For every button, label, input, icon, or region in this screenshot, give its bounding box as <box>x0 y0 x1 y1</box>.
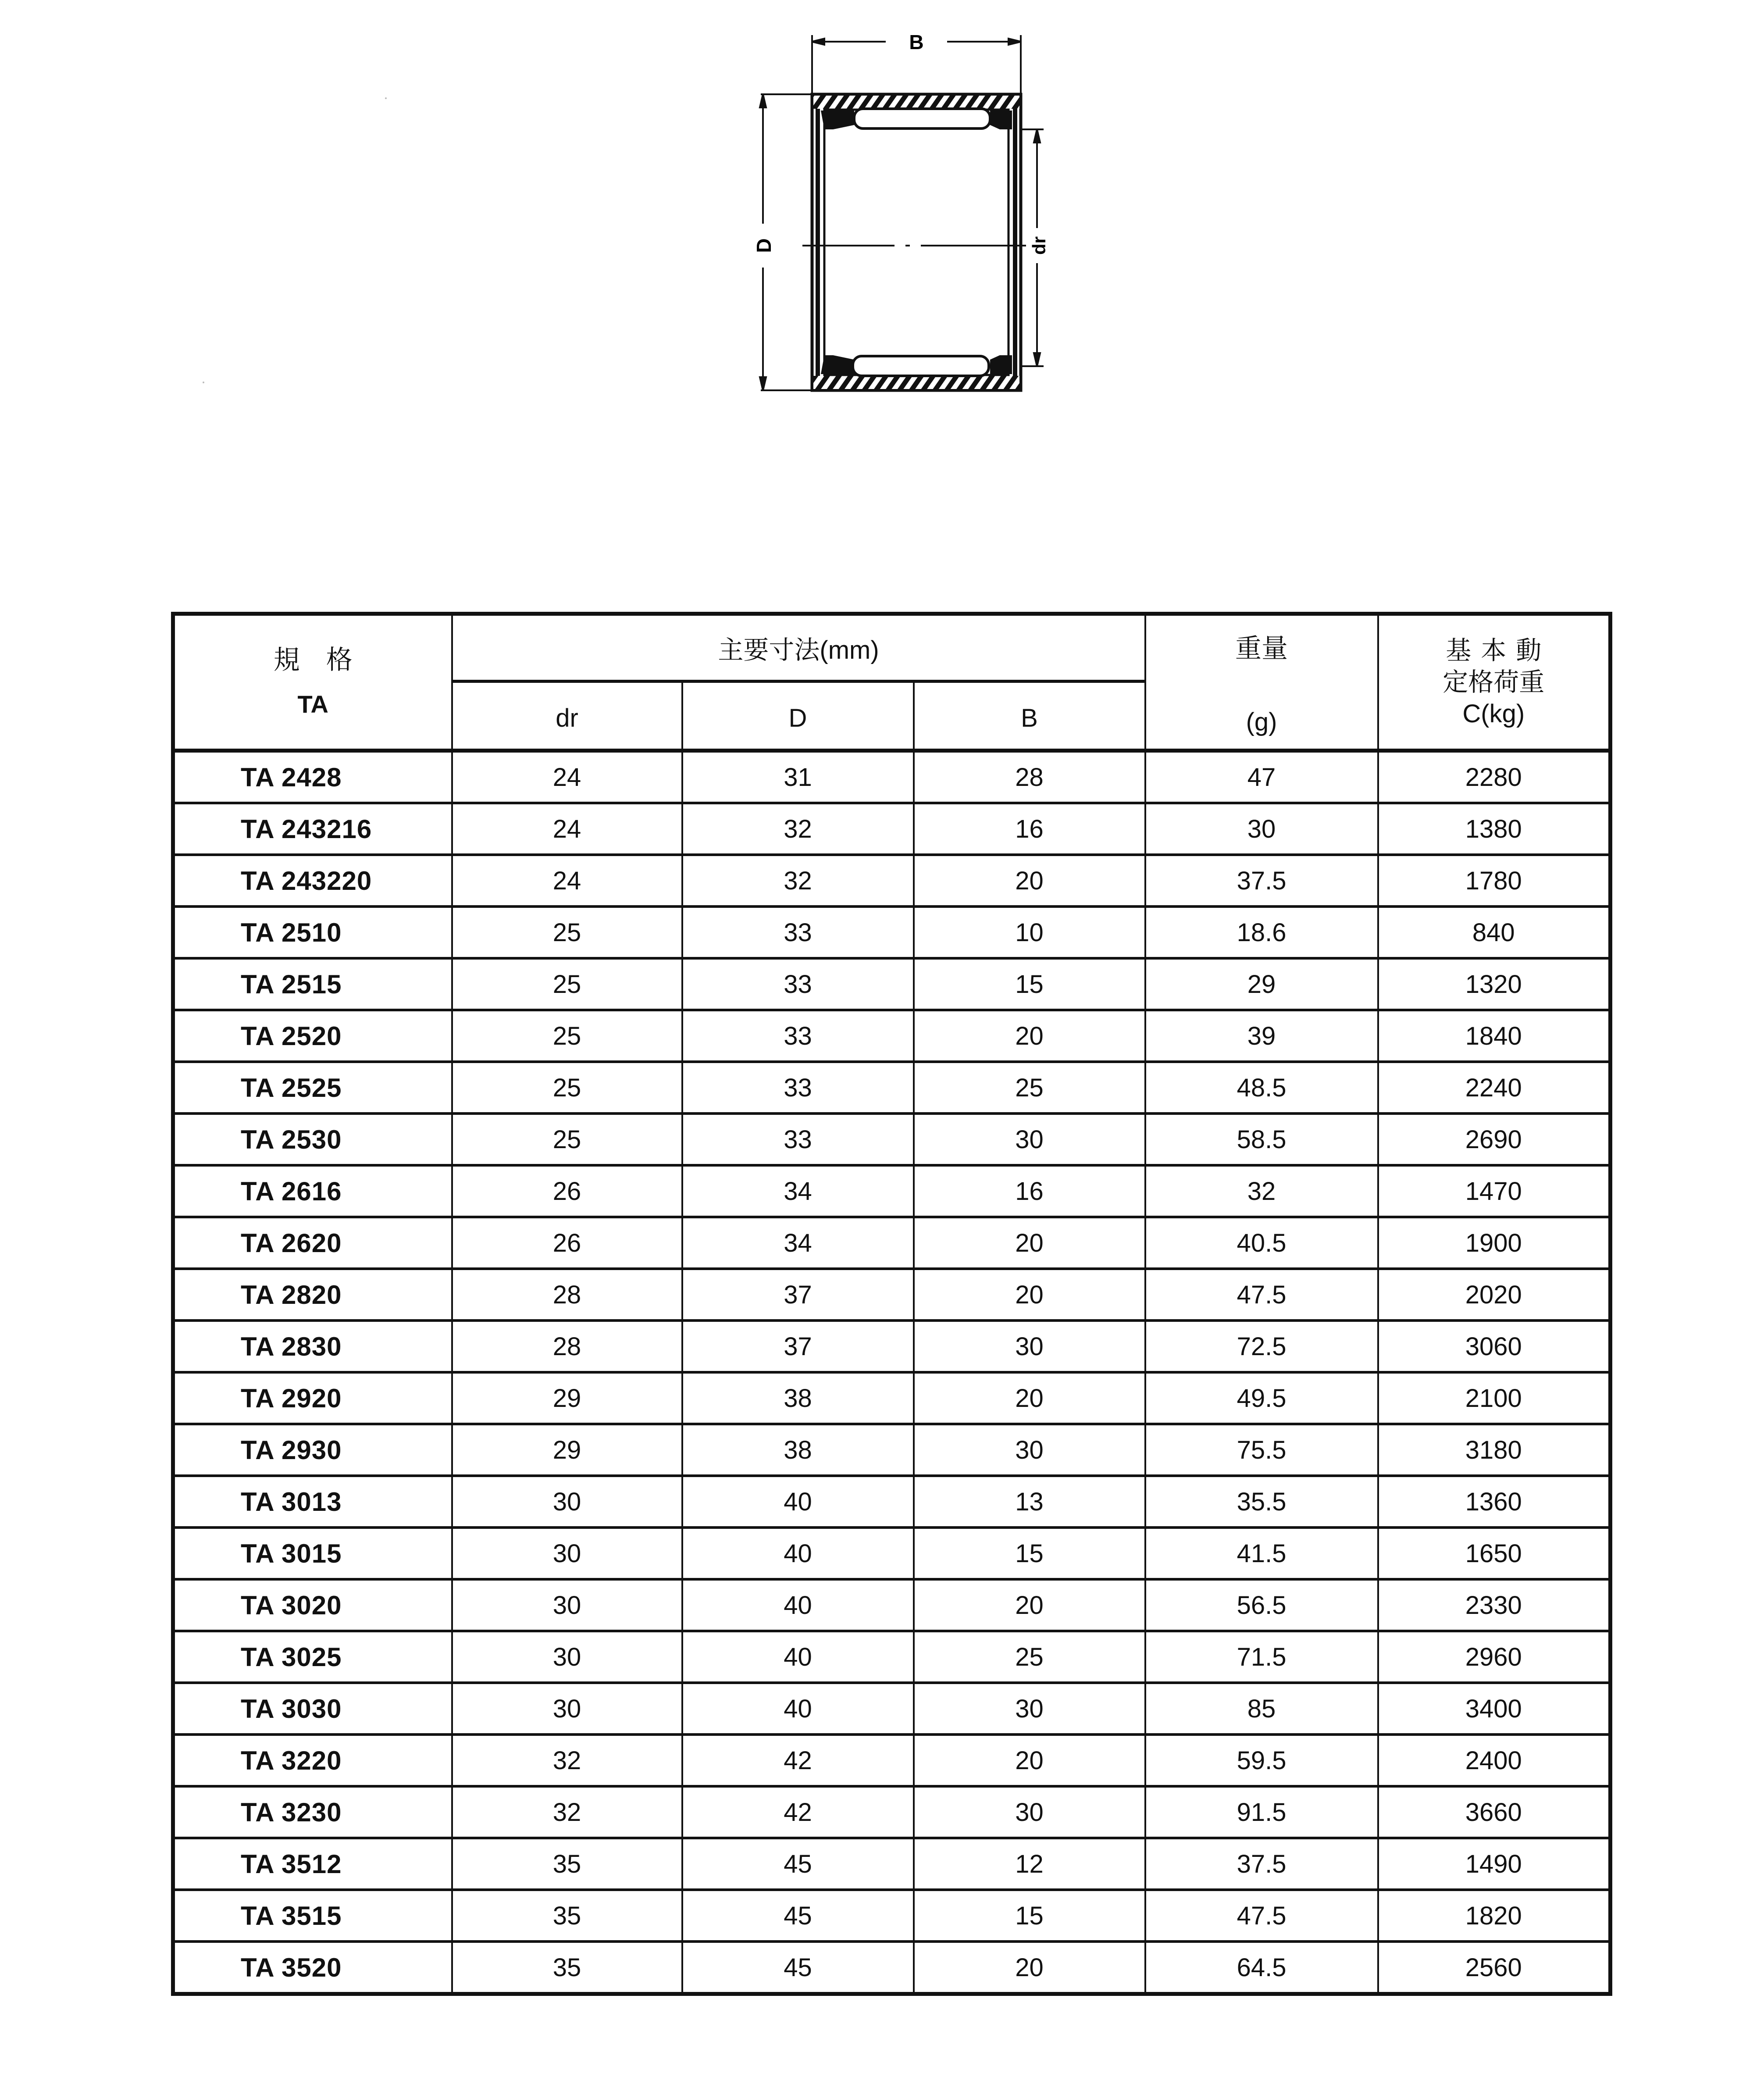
table-row <box>173 1579 1611 1631</box>
spec-label: 規格 <box>273 645 379 675</box>
weight-cell: 47.5 <box>1145 1890 1378 1942</box>
d-cell: 42 <box>682 1735 914 1786</box>
weight-cell: 30 <box>1145 803 1378 855</box>
table-row <box>173 907 1611 958</box>
load-rating-cell: 1360 <box>1378 1476 1611 1528</box>
weight-cell: 37.5 <box>1145 855 1378 907</box>
dr-cell: 24 <box>452 751 682 803</box>
dr-cell: 29 <box>452 1372 682 1424</box>
table-row <box>173 855 1611 907</box>
load-rating-cell: 2560 <box>1378 1942 1611 1994</box>
model-cell: TA 243216 <box>173 803 452 855</box>
weight-cell: 75.5 <box>1145 1424 1378 1476</box>
model-cell: TA 3220 <box>173 1735 452 1786</box>
table-row <box>173 1165 1611 1217</box>
outer-diameter-label: D <box>752 238 775 253</box>
d-cell: 33 <box>682 1062 914 1114</box>
load-label-line2: 定格荷重 <box>1443 667 1545 696</box>
dimensions-header: 主要寸法(mm) <box>452 614 1145 682</box>
b-cell: 20 <box>914 1579 1145 1631</box>
roller-diameter-label: dr <box>1029 236 1049 255</box>
table-row <box>173 1062 1611 1114</box>
weight-cell: 41.5 <box>1145 1528 1378 1579</box>
model-cell: TA 3013 <box>173 1476 452 1528</box>
needle-rollers <box>821 109 1012 376</box>
d-cell: 34 <box>682 1165 914 1217</box>
dr-cell: 30 <box>452 1476 682 1528</box>
b-cell: 20 <box>914 1372 1145 1424</box>
b-cell: 20 <box>914 1942 1145 1994</box>
dr-cell: 29 <box>452 1424 682 1476</box>
model-cell: TA 3030 <box>173 1683 452 1735</box>
b-cell: 20 <box>914 855 1145 907</box>
d-cell: 40 <box>682 1528 914 1579</box>
model-cell: TA 2515 <box>173 958 452 1010</box>
b-cell: 30 <box>914 1683 1145 1735</box>
dr-cell: 30 <box>452 1528 682 1579</box>
model-cell: TA 2525 <box>173 1062 452 1114</box>
b-cell: 16 <box>914 803 1145 855</box>
d-cell: 37 <box>682 1269 914 1321</box>
d-cell: 31 <box>682 751 914 803</box>
dr-cell: 35 <box>452 1942 682 1994</box>
model-cell: TA 2920 <box>173 1372 452 1424</box>
table-row <box>173 1942 1611 1994</box>
weight-cell: 59.5 <box>1145 1735 1378 1786</box>
d-cell: 33 <box>682 958 914 1010</box>
dr-cell: 25 <box>452 1062 682 1114</box>
dr-cell: 24 <box>452 855 682 907</box>
table-row <box>173 1528 1611 1579</box>
load-rating-cell: 2240 <box>1378 1062 1611 1114</box>
table-header <box>173 614 1611 751</box>
b-cell: 30 <box>914 1114 1145 1165</box>
d-cell: 45 <box>682 1890 914 1942</box>
load-rating-cell: 2330 <box>1378 1579 1611 1631</box>
load-rating-cell: 1380 <box>1378 803 1611 855</box>
model-cell: TA 2930 <box>173 1424 452 1476</box>
weight-cell: 47 <box>1145 751 1378 803</box>
weight-column-header <box>1145 614 1378 751</box>
load-rating-cell: 2020 <box>1378 1269 1611 1321</box>
load-rating-cell: 3060 <box>1378 1321 1611 1372</box>
dr-cell: 24 <box>452 803 682 855</box>
d-cell: 40 <box>682 1631 914 1683</box>
b-cell: 12 <box>914 1838 1145 1890</box>
weight-cell: 29 <box>1145 958 1378 1010</box>
b-cell: 25 <box>914 1631 1145 1683</box>
weight-cell: 32 <box>1145 1165 1378 1217</box>
load-rating-cell: 2690 <box>1378 1114 1611 1165</box>
weight-cell: 35.5 <box>1145 1476 1378 1528</box>
bearing-outer-cup <box>812 94 1021 390</box>
weight-cell: 40.5 <box>1145 1217 1378 1269</box>
b-cell: 20 <box>914 1735 1145 1786</box>
dr-cell: 25 <box>452 1010 682 1062</box>
b-cell: 20 <box>914 1217 1145 1269</box>
load-rating-cell: 2400 <box>1378 1735 1611 1786</box>
weight-cell: 39 <box>1145 1010 1378 1062</box>
table-row <box>173 1010 1611 1062</box>
d-cell: 32 <box>682 803 914 855</box>
load-rating-cell: 1900 <box>1378 1217 1611 1269</box>
b-cell: 30 <box>914 1424 1145 1476</box>
b-cell: 30 <box>914 1321 1145 1372</box>
model-cell: TA 2616 <box>173 1165 452 1217</box>
dr-cell: 32 <box>452 1735 682 1786</box>
load-rating-cell: 1840 <box>1378 1010 1611 1062</box>
table-row <box>173 1217 1611 1269</box>
b-cell: 15 <box>914 1890 1145 1942</box>
b-column-header: B <box>914 682 1145 751</box>
load-rating-cell: 840 <box>1378 907 1611 958</box>
table-row <box>173 1890 1611 1942</box>
dr-cell: 35 <box>452 1838 682 1890</box>
b-cell: 30 <box>914 1786 1145 1838</box>
model-cell: TA 2428 <box>173 751 452 803</box>
weight-cell: 18.6 <box>1145 907 1378 958</box>
dr-cell: 25 <box>452 907 682 958</box>
load-label-line3: C(kg) <box>1462 699 1525 728</box>
table-row <box>173 1786 1611 1838</box>
d-cell: 33 <box>682 1010 914 1062</box>
model-cell: TA 3512 <box>173 1838 452 1890</box>
d-cell: 38 <box>682 1424 914 1476</box>
load-rating-cell: 3400 <box>1378 1683 1611 1735</box>
load-rating-cell: 1490 <box>1378 1838 1611 1890</box>
load-rating-column-header <box>1378 614 1611 751</box>
load-rating-cell: 3660 <box>1378 1786 1611 1838</box>
d-cell: 45 <box>682 1942 914 1994</box>
table-row <box>173 1424 1611 1476</box>
model-cell: TA 3025 <box>173 1631 452 1683</box>
model-cell: TA 3230 <box>173 1786 452 1838</box>
width-label: B <box>909 31 924 54</box>
dr-cell: 26 <box>452 1165 682 1217</box>
d-cell: 33 <box>682 907 914 958</box>
b-cell: 15 <box>914 1528 1145 1579</box>
load-rating-cell: 1320 <box>1378 958 1611 1010</box>
load-label-line1: 基本動 <box>1446 636 1551 665</box>
d-cell: 33 <box>682 1114 914 1165</box>
load-rating-cell: 1470 <box>1378 1165 1611 1217</box>
d-cell: 34 <box>682 1217 914 1269</box>
load-rating-cell: 3180 <box>1378 1424 1611 1476</box>
scan-speck <box>385 97 387 99</box>
b-cell: 13 <box>914 1476 1145 1528</box>
model-cell: TA 2520 <box>173 1010 452 1062</box>
model-cell: TA 3020 <box>173 1579 452 1631</box>
dr-cell: 28 <box>452 1269 682 1321</box>
dr-cell: 28 <box>452 1321 682 1372</box>
b-cell: 16 <box>914 1165 1145 1217</box>
weight-label: 重量 <box>1235 634 1288 663</box>
table-row <box>173 1476 1611 1528</box>
model-cell: TA 243220 <box>173 855 452 907</box>
load-rating-cell: 2100 <box>1378 1372 1611 1424</box>
d-column-header: D <box>682 682 914 751</box>
model-cell: TA 2530 <box>173 1114 452 1165</box>
table-row <box>173 1269 1611 1321</box>
b-cell: 20 <box>914 1269 1145 1321</box>
model-cell: TA 3015 <box>173 1528 452 1579</box>
weight-cell: 58.5 <box>1145 1114 1378 1165</box>
scan-speck <box>203 382 204 383</box>
b-cell: 15 <box>914 958 1145 1010</box>
d-cell: 42 <box>682 1786 914 1838</box>
model-cell: TA 3520 <box>173 1942 452 1994</box>
b-cell: 20 <box>914 1010 1145 1062</box>
table-body <box>173 751 1611 1994</box>
model-cell: TA 2830 <box>173 1321 452 1372</box>
table-row <box>173 958 1611 1010</box>
d-cell: 40 <box>682 1476 914 1528</box>
dr-cell: 26 <box>452 1217 682 1269</box>
table-row <box>173 1372 1611 1424</box>
d-cell: 45 <box>682 1838 914 1890</box>
dr-cell: 25 <box>452 1114 682 1165</box>
table-row <box>173 1114 1611 1165</box>
dr-cell: 25 <box>452 958 682 1010</box>
dr-cell: 32 <box>452 1786 682 1838</box>
b-cell: 28 <box>914 751 1145 803</box>
model-cell: TA 2820 <box>173 1269 452 1321</box>
dr-cell: 30 <box>452 1579 682 1631</box>
load-rating-cell: 1820 <box>1378 1890 1611 1942</box>
weight-cell: 56.5 <box>1145 1579 1378 1631</box>
model-cell: TA 2620 <box>173 1217 452 1269</box>
table-row <box>173 1735 1611 1786</box>
table-row <box>173 1631 1611 1683</box>
bearing-spec-table <box>171 612 1612 1996</box>
d-cell: 38 <box>682 1372 914 1424</box>
bearing-cross-section-diagram <box>745 18 1052 403</box>
weight-cell: 72.5 <box>1145 1321 1378 1372</box>
dr-cell: 30 <box>452 1683 682 1735</box>
load-rating-cell: 1650 <box>1378 1528 1611 1579</box>
load-rating-cell: 2280 <box>1378 751 1611 803</box>
spec-series-label: TA <box>297 690 328 718</box>
dr-column-header: dr <box>452 682 682 751</box>
table-row <box>173 1683 1611 1735</box>
b-cell: 10 <box>914 907 1145 958</box>
table-row <box>173 1838 1611 1890</box>
table-row <box>173 1321 1611 1372</box>
model-cell: TA 2510 <box>173 907 452 958</box>
weight-cell: 47.5 <box>1145 1269 1378 1321</box>
weight-cell: 64.5 <box>1145 1942 1378 1994</box>
table-row <box>173 803 1611 855</box>
model-cell: TA 3515 <box>173 1890 452 1942</box>
weight-unit: (g) <box>1246 708 1277 736</box>
d-cell: 37 <box>682 1321 914 1372</box>
d-cell: 40 <box>682 1579 914 1631</box>
table-row <box>173 751 1611 803</box>
weight-cell: 48.5 <box>1145 1062 1378 1114</box>
weight-cell: 49.5 <box>1145 1372 1378 1424</box>
weight-cell: 91.5 <box>1145 1786 1378 1838</box>
load-rating-cell: 2960 <box>1378 1631 1611 1683</box>
dr-cell: 30 <box>452 1631 682 1683</box>
load-rating-cell: 1780 <box>1378 855 1611 907</box>
d-cell: 32 <box>682 855 914 907</box>
weight-cell: 71.5 <box>1145 1631 1378 1683</box>
weight-cell: 37.5 <box>1145 1838 1378 1890</box>
dr-cell: 35 <box>452 1890 682 1942</box>
b-cell: 25 <box>914 1062 1145 1114</box>
weight-cell: 85 <box>1145 1683 1378 1735</box>
spec-column-header <box>173 614 452 751</box>
d-cell: 40 <box>682 1683 914 1735</box>
